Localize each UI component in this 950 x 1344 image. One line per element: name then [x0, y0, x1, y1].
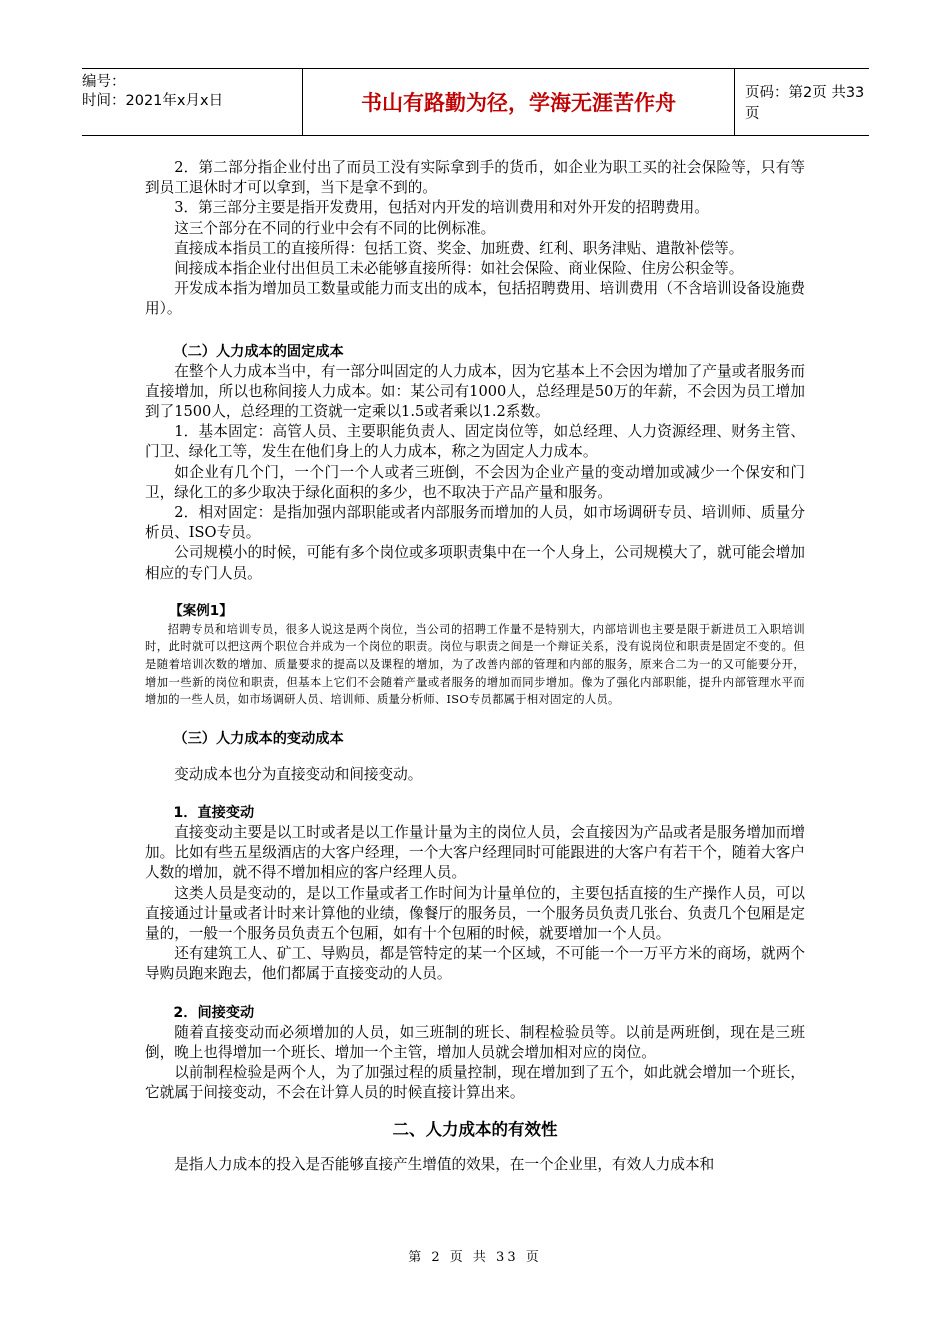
- subsection-heading-indirect: 2．间接变动: [173, 1004, 255, 1021]
- paragraph: 如企业有几个门，一个门一个人或者三班倒，不会因为企业产量的变动增加或减少一个保安和门卫，绿化工的多少取决于绿化面积的多少，也不取决于产品产量和服务。: [145, 463, 805, 501]
- paragraph: 公司规模小的时候，可能有多个岗位或多项职责集中在一个人身上，公司规模大了，就可能会增加相应的专门人员。: [145, 544, 805, 582]
- paragraph: 间接成本指企业付出但员工未必能够直接所得：如社会保险、商业保险、住房公积金等。: [174, 260, 744, 278]
- paragraph: 直接成本指员工的直接所得：包括工资、奖金、加班费、红利、职务津贴、遣散补偿等。: [174, 239, 744, 257]
- paragraph: 还有建筑工人、矿工、导购员，都是管特定的某一个区域，不可能一个一万平方米的商场，就两个导购员跑来跑去，他们都属于直接变动的人员。: [145, 945, 805, 983]
- case-text: 招聘专员和培训专员，很多人说这是两个岗位，当公司的招聘工作量不是特别大，内部培训也主要是限于新进员工入职培训时，此时就可以把这两个职位合并成为一个岗位的职责。岗位与职责之间是一个辩证关系，没有说岗位和职责是固定不变的。但是随着培训次数的增加、质量要求的提高以及课程的增加，为了改善内部的管理和内部的服务，原来合二为一的又可能要分开，增加一些新的岗位和职责，但基本上它们不会随着产量或者服务的增加而同步增加。像为了强化内部职能，提升内部管理水平而增加的一些人员，如市场调研人员、培训师、质量分析师、ISO专员都属于相对固定的人员。: [145, 622, 805, 707]
- paragraph: 这三个部分在不同的行业中会有不同的比例标准。: [174, 219, 496, 237]
- paragraph: 变动成本也分为直接变动和间接变动。: [174, 765, 423, 783]
- document-number: 编号：: [82, 74, 126, 90]
- section-heading-fixed-cost: （二）人力成本的固定成本: [173, 343, 344, 360]
- document-time: 时间：2021年x月x日: [82, 93, 224, 109]
- paragraph: 直接变动主要是以工时或者是以工作量计量为主的岗位人员，会直接因为产品或者是服务增加而增加。比如有些五星级酒店的大客户经理，一个大客户经理同时可能跟进的大客户有若干个，随着大客户人数的增加，就不得不增加相应的客户经理人员。: [145, 824, 805, 882]
- paragraph: 开发成本指为增加员工数量或能力而支出的成本，包括招聘费用、培训费用（不含培训设备设施费用）。: [145, 280, 805, 318]
- paragraph: 2．第二部分指企业付出了而员工没有实际拿到手的货币，如企业为职工买的社会保险等，只有等到员工退休时才可以拿到，当下是拿不到的。: [145, 159, 805, 197]
- header-meta-cell: [82, 69, 303, 135]
- subsection-heading-direct: 1．直接变动: [173, 805, 255, 822]
- paragraph: 2．相对固定：是指加强内部职能或者内部服务而增加的人员，如市场调研专员、培训师、质量分析员、ISO专员。: [145, 504, 805, 542]
- paragraph: 1．基本固定：高管人员、主要职能负责人、固定岗位等，如总经理、人力资源经理、财务主管、门卫、绿化工等，发生在他们身上的人力成本，称之为固定人力成本。: [145, 423, 805, 461]
- case-heading: 【案例1】: [169, 602, 233, 619]
- chapter-heading-effectiveness: 二、人力成本的有效性: [392, 1120, 558, 1140]
- paragraph: 在整个人力成本当中，有一部分叫固定的人力成本，因为它基本上不会因为增加了产量或者服务而直接增加，所以也称间接人力成本。如：某公司有1000人，总经理是50万的年薪，不会因为员工增加到了1500人，总经理的工资就一定乘以1.5或者乘以1.2系数。: [145, 362, 805, 421]
- paragraph: 3．第三部分主要是指开发费用，包括对内开发的培训费用和对外开发的招聘费用。: [174, 199, 709, 217]
- paragraph: 是指人力成本的投入是否能够直接产生增值的效果，在一个企业里，有效人力成本和: [174, 1156, 715, 1174]
- paragraph: 这类人员是变动的，是以工作量或者工作时间为计量单位的，主要包括直接的生产操作人员，可以直接通过计量或者计时来计算他的业绩，像餐厅的服务员，一个服务员负责几张台、负责几个包厢是定量的，一般一个服务员负责五个包厢，如有十个包厢的时候，就要增加一个人员。: [145, 884, 805, 943]
- page-footer: 第 2 页 共 33 页: [408, 1250, 542, 1265]
- page-content: [145, 158, 805, 1176]
- header-motto: 书山有路勤为径，学海无涯苦作舟: [303, 69, 735, 135]
- page-header: [82, 68, 869, 136]
- section-heading-variable-cost: （三）人力成本的变动成本: [173, 730, 344, 747]
- paragraph: 以前制程检验是两个人，为了加强过程的质量控制，现在增加到了五个，如此就会增加一个班长，它就属于间接变动，不会在计算人员的时候直接计算出来。: [145, 1064, 805, 1102]
- header-page-number: 页码：第2页 共33页: [745, 85, 865, 122]
- paragraph: 随着直接变动而必须增加的人员，如三班制的班长、制程检验员等。以前是两班倒，现在是三班倒，晚上也得增加一个班长、增加一个主管，增加人员就会增加相对应的岗位。: [145, 1023, 805, 1061]
